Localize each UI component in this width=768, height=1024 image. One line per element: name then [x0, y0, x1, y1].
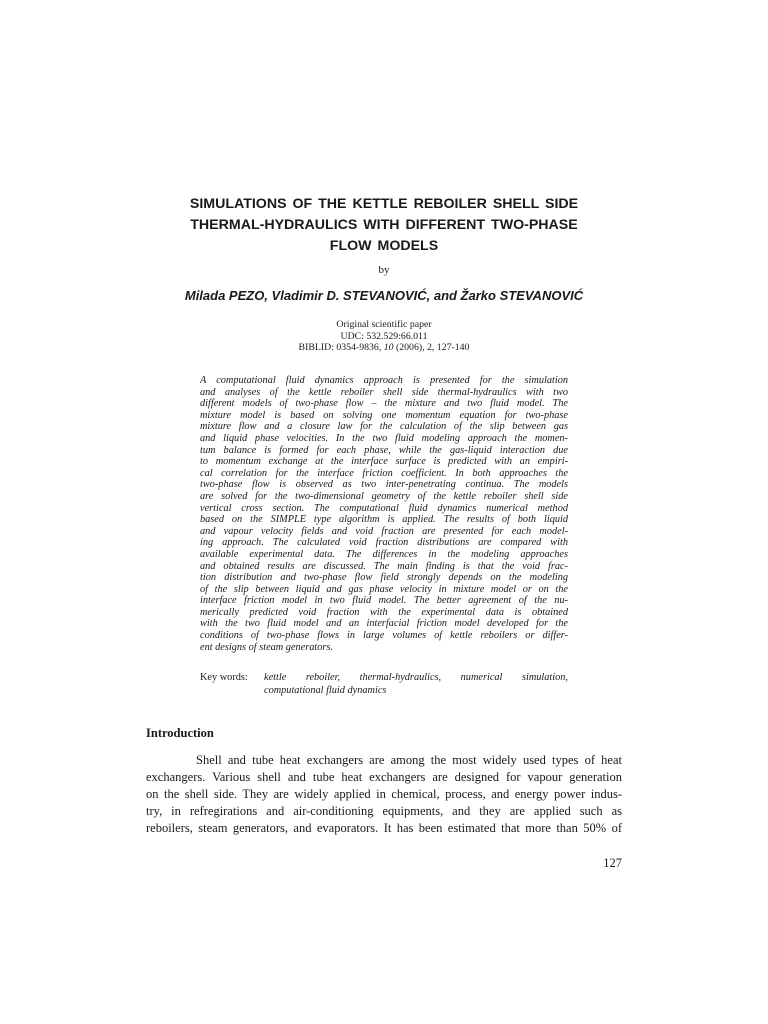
biblid-prefix: BIBLID: 0354-9836,: [298, 342, 384, 353]
abstract-line: merically predicted void fraction with the experimental data is obtained: [200, 606, 568, 618]
author-list: Milada PEZO, Vladimir D. STEVANOVIĆ, and Žarko STEVANOVIĆ: [184, 288, 584, 303]
abstract-line: cal correlation for the interface friction coefficient. In both approaches the: [200, 467, 568, 479]
body-paragraph: [146, 752, 622, 837]
paper-metadata: [0, 319, 768, 354]
abstract-line: conditions of two-phase flows in large volumes of kettle reboilers or differ-: [200, 630, 568, 642]
abstract-line: and analyses of the kettle reboiler shell side thermal-hydraulics with two: [200, 386, 568, 398]
abstract-line: tum balance is formed for each phase, while the gas-liquid interaction due: [200, 444, 568, 456]
abstract-line: ent designs of steam generators.: [200, 641, 333, 653]
keywords-line: kettle reboiler, thermal-hydraulics, numerical simulation,: [264, 672, 568, 683]
biblid-suffix: (2006), 2, 127-140: [393, 342, 470, 353]
abstract-line: of the slip between liquid and gas phase velocity in mixture model or on the: [200, 583, 568, 595]
abstract: [200, 375, 568, 653]
paper-type: Original scientific paper: [336, 319, 432, 330]
abstract-line: and obtained results are discussed. The main finding is that the void frac-: [200, 560, 568, 572]
paper-title: [140, 194, 628, 257]
volume-number: 10: [383, 342, 394, 353]
abstract-line: mixture flow and a closure law for the calculation of the slip between gas: [200, 421, 568, 433]
abstract-line: based on the SIMPLE type algorithm is applied. The results of both liquid: [200, 514, 568, 526]
body-line: on the shell side. They are widely applied in chemical, process, and energy power indus-: [146, 787, 622, 801]
abstract-line: and vapour velocity fields and void fraction are presented for each model-: [200, 525, 568, 537]
keywords-block: [200, 672, 568, 697]
keywords-text: [264, 672, 568, 697]
body-line: reboilers, steam generators, and evaporators. It has been estimated that more than 50% of: [146, 821, 622, 835]
abstract-line: and liquid phase velocities. In the two fluid modeling approach the momen-: [200, 432, 568, 444]
abstract-line: interface friction model in two fluid model. The better agreement of the nu-: [200, 595, 568, 607]
abstract-line: ing approach. The calculated void fraction distributions are compared with: [200, 537, 568, 549]
by-line: by: [378, 264, 390, 276]
abstract-line: with the two fluid model and an interfacial friction model developed for the: [200, 618, 568, 630]
keywords-label: Key words:: [200, 672, 248, 683]
section-heading: Introduction: [146, 726, 214, 740]
page-number: 127: [603, 856, 622, 870]
abstract-line: two-phase flow is observed as two inter-penetrating continua. The models: [200, 479, 568, 491]
body-line: try, in refregirations and air-conditioning equipments, and they are applied such as: [146, 804, 622, 818]
body-line: exchangers. Various shell and tube heat exchangers are designed for vapour generation: [146, 770, 622, 784]
abstract-line: vertical cross section. The computational fluid dynamics numerical method: [200, 502, 568, 514]
keywords-line: computational fluid dynamics: [264, 684, 387, 696]
abstract-line: to momentum exchange at the interface surface is predicted with an empiri-: [200, 456, 568, 468]
abstract-line: tion distribution and two-phase flow field strongly depends on the modeling: [200, 572, 568, 584]
title-line: THERMAL-HYDRAULICS WITH DIFFERENT TWO-PHASE: [190, 217, 578, 233]
title-line: SIMULATIONS OF THE KETTLE REBOILER SHELL SIDE: [189, 196, 579, 212]
biblid: [0, 342, 768, 354]
abstract-line: different models of two-phase flow – the mixture and two fluid model. The: [200, 398, 568, 410]
title-line: FLOW MODELS: [329, 238, 439, 254]
abstract-line: mixture model is based on solving one momentum equation for two-phase: [200, 409, 568, 421]
udc-code: UDC: 532.529:66.011: [340, 330, 428, 342]
abstract-line: available experimental data. The differences in the modeling approaches: [200, 548, 568, 560]
abstract-line: A computational fluid dynamics approach is presented for the simulation: [200, 375, 568, 386]
body-line: Shell and tube heat exchangers are among the most widely used types of heat: [196, 753, 622, 767]
abstract-line: are solved for the two-dimensional geometry of the kettle reboiler shell side: [200, 490, 568, 502]
